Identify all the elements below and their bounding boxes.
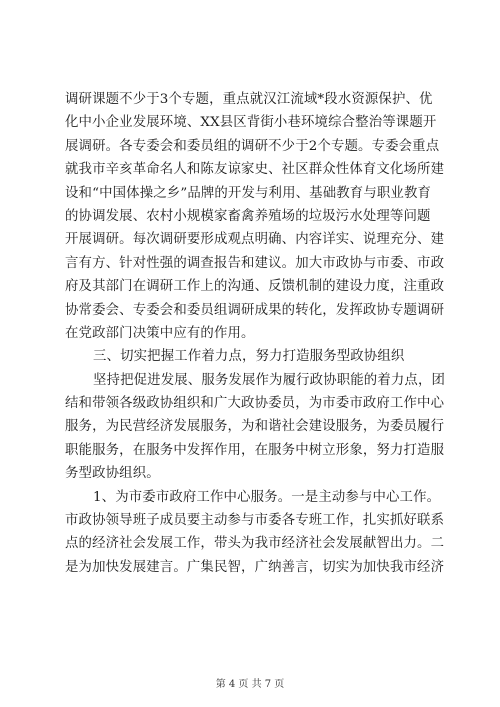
text-line: 结和带领各级政协组织和广大政协委员，为市委市政府工作中心 — [65, 396, 445, 412]
text-line: 化中小企业发展环境、XX县区背街小巷环境综合整治等课题开 — [65, 115, 437, 131]
text-line: 展调研。各专委会和委员组的调研不少于2个专题。专委会重点 — [65, 138, 440, 154]
text-line: 务型政协组织。 — [65, 466, 160, 482]
text-line: 就我市辛亥革命名人和陈友谅家史、社区群众性体育文化场所建 — [65, 162, 445, 178]
text-line: 协常委会、专委会和委员组调研成果的转化，发挥政协专题调研 — [65, 302, 445, 318]
text-line: 设和“中国体操之乡”品牌的开发与利用、基础教育与职业教育 — [65, 185, 432, 201]
text-line: 府及其部门在调研工作上的沟通、反馈机制的建设力度，注重政 — [65, 279, 445, 295]
text-line: 市政协领导班子成员要主动参与市委各专班工作，扎实抓好联系 — [65, 513, 445, 529]
text-line: 点的经济社会发展工作，带头为我市经济社会发展献智出力。二 — [65, 536, 445, 552]
text-line: 是为加快发展建言。广集民智，广纳善言，切实为加快我市经济 — [65, 559, 445, 575]
text-line: 的协调发展、农村小规模家畜禽养殖场的垃圾污水处理等问题 — [65, 208, 431, 224]
body-text — [65, 88, 445, 579]
text-line: 坚持把促进发展、服务发展作为履行政协职能的着力点，团 — [93, 372, 446, 388]
text-line: 开展调研。每次调研要形成观点明确、内容详实、说理充分、建 — [65, 232, 445, 248]
text-line: 1、为市委市政府工作中心服务。一是主动参与中心工作。 — [93, 489, 441, 505]
text-line: 服务，为民营经济发展服务，为和谐社会建设服务，为委员履行 — [65, 419, 445, 435]
section-heading: 三、切实把握工作着力点，努力打造服务型政协组织 — [93, 349, 405, 365]
text-line: 在党政部门决策中应有的作用。 — [65, 325, 255, 341]
text-line: 言有方、针对性强的调查报告和建议。加大市政协与市委、市政 — [65, 255, 445, 271]
text-line: 调研课题不少于3个专题，重点就汉江流域*段水资源保护、优 — [65, 92, 433, 107]
page-number-footer: 第 4 页 共 7 页 — [215, 679, 285, 690]
text-line: 职能服务，在服务中发挥作用，在服务中树立形象，努力打造服 — [65, 442, 445, 458]
